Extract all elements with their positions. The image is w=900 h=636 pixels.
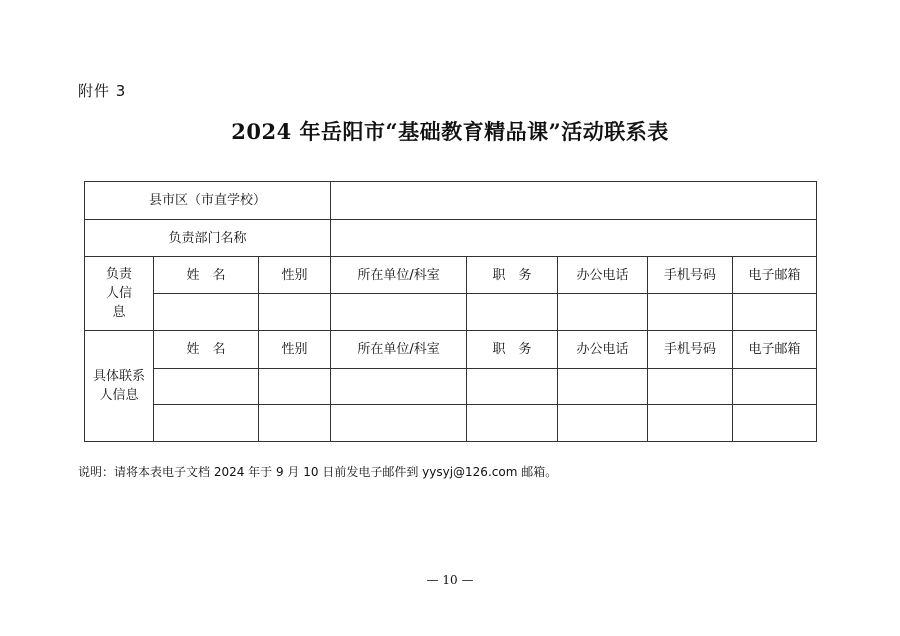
col-gender: 性别: [259, 257, 331, 294]
leader-label: 负责人信息: [85, 257, 154, 331]
dept-row: [85, 220, 817, 257]
col-office-phone: 办公电话: [558, 331, 648, 369]
input-cell[interactable]: [467, 405, 558, 442]
county-row: [85, 182, 817, 220]
county-label: 县市区（市直学校）: [85, 182, 331, 220]
col-position: 职 务: [467, 331, 558, 369]
col-name: 姓 名: [154, 331, 259, 369]
contact-form-table: [84, 181, 817, 442]
col-mobile: 手机号码: [648, 331, 733, 369]
contact-input-row: [85, 369, 817, 405]
instruction-note: 说明：请将本表电子文档 2024 年于 9 月 10 日前发电子邮件到 yysyj@126.com 邮箱。: [78, 465, 558, 479]
col-office-phone: 办公电话: [558, 257, 648, 294]
page-title: 2024 年岳阳市“基础教育精品课”活动联系表: [231, 119, 669, 144]
input-cell[interactable]: [648, 294, 733, 331]
input-cell[interactable]: [259, 369, 331, 405]
page-number: — 10 —: [426, 573, 474, 587]
col-position: 职 务: [467, 257, 558, 294]
input-cell[interactable]: [733, 405, 817, 442]
input-cell[interactable]: [331, 405, 467, 442]
input-cell[interactable]: [558, 405, 648, 442]
input-cell[interactable]: [259, 405, 331, 442]
col-mobile: 手机号码: [648, 257, 733, 294]
input-cell[interactable]: [733, 294, 817, 331]
input-cell[interactable]: [154, 405, 259, 442]
input-cell[interactable]: [331, 294, 467, 331]
input-cell[interactable]: [331, 369, 467, 405]
input-cell[interactable]: [467, 369, 558, 405]
dept-label: 负责部门名称: [85, 220, 331, 257]
input-cell[interactable]: [467, 294, 558, 331]
leader-header-row: [85, 257, 817, 294]
input-cell[interactable]: [558, 369, 648, 405]
contact-header-row: [85, 331, 817, 369]
col-unit: 所在单位/科室: [331, 331, 467, 369]
attachment-label: 附件 3: [78, 82, 127, 100]
county-input-cell[interactable]: [331, 182, 817, 220]
input-cell[interactable]: [648, 405, 733, 442]
col-unit: 所在单位/科室: [331, 257, 467, 294]
input-cell[interactable]: [154, 369, 259, 405]
input-cell[interactable]: [558, 294, 648, 331]
contact-label: 具体联系人信息: [85, 331, 154, 442]
input-cell[interactable]: [733, 369, 817, 405]
input-cell[interactable]: [154, 294, 259, 331]
input-cell[interactable]: [648, 369, 733, 405]
col-email: 电子邮箱: [733, 331, 817, 369]
contact-input-row: [85, 405, 817, 442]
col-gender: 性别: [259, 331, 331, 369]
leader-input-row: [85, 294, 817, 331]
dept-input-cell[interactable]: [331, 220, 817, 257]
col-name: 姓 名: [154, 257, 259, 294]
col-email: 电子邮箱: [733, 257, 817, 294]
input-cell[interactable]: [259, 294, 331, 331]
